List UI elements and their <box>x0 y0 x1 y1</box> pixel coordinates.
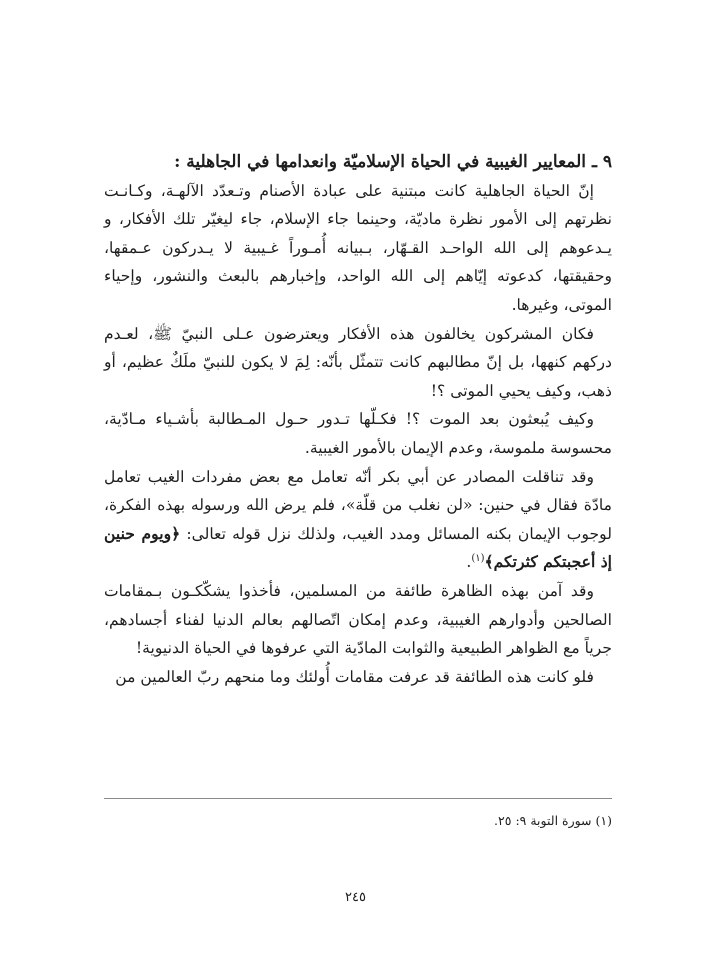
paragraph-5: وقد آمن بهذه الظاهرة طائفة من المسلمين، فأخذوا يشكّكـون بـمقامات الصالحين وأدوارهم الغيبية، وعدم إمكان اتّصالهم بعالم الدنيا لفناء أجسادهم، جرياً مع الظواهر الطبيعية والثوابت المادّية التي عرفوها في الحياة الدنيوية! <box>104 581 612 658</box>
footnote-ref: (١) <box>471 553 485 565</box>
paragraph-1: إنّ الحياة الجاهلية كانت مبتنية على عبادة الأصنام وتـعدّد الآلهـة، وكـانـت نظرتهم إلى الأمور نظرة ماديّة، وحينما جاء الإسلام، جاء ليغيّر تلك الأفكار، و يـدعوهم إلى الله الواحـد القـهّار، بـبيانه أُمـوراً غـيبية لا يـدركون عـمقها، وحقيقتها، كدعوته إيّاهم إلى الله الواحد، وإخبارهم بالبعث والنشور، وإحياء الموتى، وغيرها. <box>104 181 612 314</box>
paragraph-2: فكان المشركون يخالفون هذه الأفكار ويعترضون عـلى النبيّ ﷺ، لعـدم دركهم كنهها، بل إنّ مطالبهم كانت تتمثّل بأنّه: لِمَ لا يكون للنبيّ ملَكٌ عظيم، أو ذهب، وكيف يحيي الموتى ؟! <box>104 324 612 400</box>
quran-verse: ﴿ويوم حنين إذ أعجبتكم كثرتكم﴾ <box>104 523 612 572</box>
page-number: ٢٤٥ <box>345 890 366 905</box>
paragraph-4-text: وقد تناقلت المصادر عن أبي بكر أنّه تعامل مع بعض مفردات الغيب تعامل مادّة فقال في حنين: «لن نغلب من قلّة»، فلم يرض الله ورسوله بهذه الفكرة، لوجوب الإيمان بكنه المسائل ومدد الغيب، ولذلك نزل قوله تعالى: <box>104 467 612 543</box>
section-heading: ٩ ـ المعايير الغيبية في الحياة الإسلاميّة وانعدامها في الجاهلية : <box>174 152 612 172</box>
paragraph-6: فلو كانت هذه الطائفة قد عرفت مقامات أُولئك وما منحهم ربّ العالمين من <box>115 667 594 686</box>
footnote-divider <box>104 798 612 799</box>
paragraph-4-end: . <box>466 553 472 572</box>
footnote: (١) سورة التوبة ٩: ٢٥. <box>494 813 612 828</box>
paragraph-3: وكيف يُبعثون بعد الموت ؟! فكـلّها تـدور حـول المـطالبة بأشـياء مـادّية، محسوسة ملموسة، وعدم الإيمان بالأمور الغيبية. <box>104 410 612 457</box>
main-text <box>104 148 612 691</box>
paragraph-4 <box>104 463 612 577</box>
